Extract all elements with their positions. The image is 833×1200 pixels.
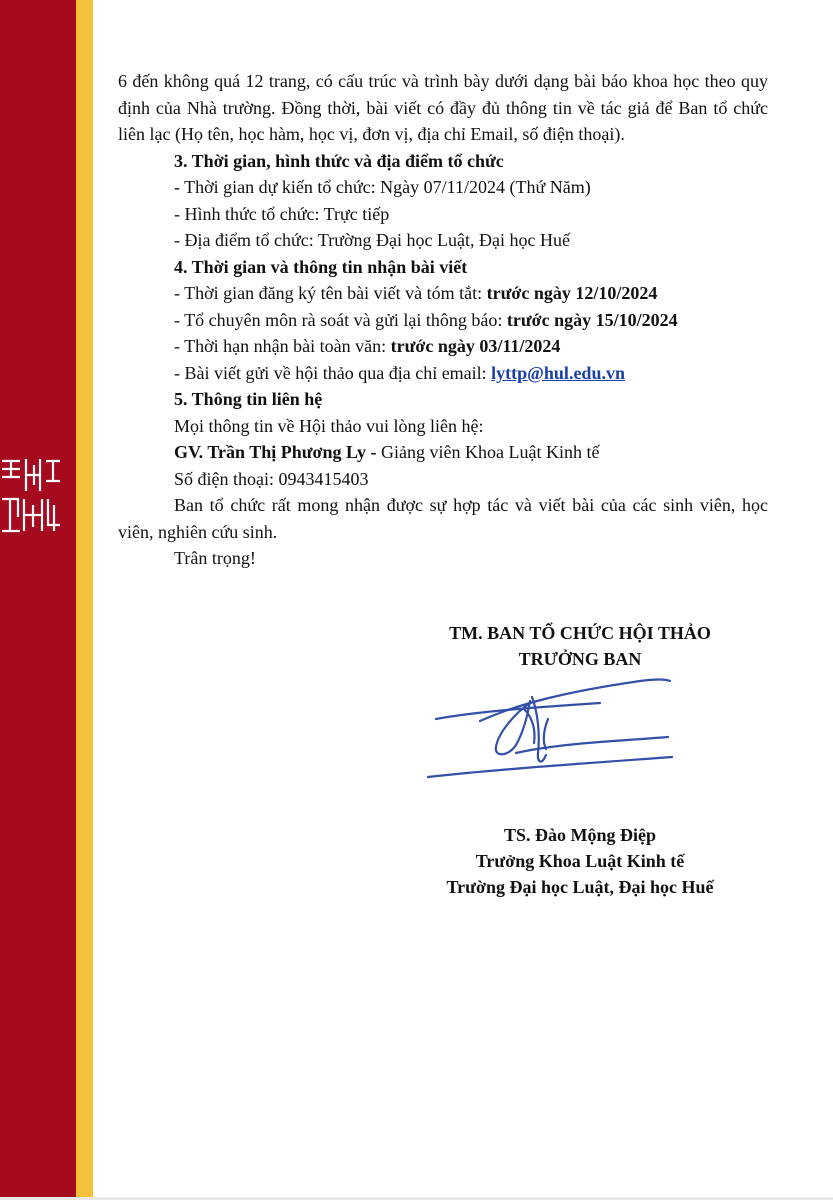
- section5-intro: Mọi thông tin về Hội thảo vui lòng liên hệ:: [174, 415, 484, 436]
- left-gold-band: [76, 0, 93, 1200]
- section4-register: [118, 280, 768, 307]
- ornament-icon: [0, 455, 60, 535]
- register-label: - Thời gian đăng ký tên bài viết và tóm tắt:: [174, 283, 487, 303]
- section4-deadline: [118, 333, 768, 360]
- section3-heading: 3. Thời gian, hình thức và địa điểm tổ chức: [174, 150, 504, 171]
- document-body: [118, 68, 768, 572]
- section4-review: [118, 307, 768, 334]
- handwritten-signature-icon: [420, 673, 680, 788]
- review-label: - Tổ chuyên môn rà soát và gửi lại thông báo:: [174, 309, 507, 330]
- signer-name: TS. Đào Mộng Điệp: [503, 825, 656, 845]
- register-value: trước ngày 12/10/2024: [486, 283, 658, 303]
- contact-role: Giảng viên Khoa Luật Kinh tế: [381, 442, 600, 462]
- section3-time: - Thời gian dự kiến tổ chức: Ngày 07/11/2024 (Thứ Năm): [174, 177, 591, 197]
- deadline-value: trước ngày 03/11/2024: [390, 336, 561, 356]
- signature-org: TM. BAN TỔ CHỨC HỘI THẢO: [449, 623, 711, 643]
- signature-title: TRƯỞNG BAN: [518, 649, 642, 669]
- section5-phone: Số điện thoại: 0943415403: [174, 468, 369, 489]
- section3-place: - Địa điểm tổ chức: Trường Đại học Luật, Đại học Huế: [174, 230, 570, 250]
- section4-heading: 4. Thời gian và thông tin nhận bài viết: [174, 256, 468, 277]
- review-value: trước ngày 15/10/2024: [506, 309, 678, 330]
- section5-contact: [118, 439, 768, 466]
- closing-paragraph: Ban tổ chức rất mong nhận được sự hợp tác và viết bài của các sinh viên, học viên, nghiên cứu sinh.: [118, 495, 768, 542]
- intro-paragraph: 6 đến không quá 12 trang, có cấu trúc và trình bày dưới dạng bài báo khoa học theo quy định của Nhà trường. Đồng thời, bài viết có đầy đủ thông tin về tác giả để Ban tổ chức liên lạc (Họ tên, học hàm, học vị, đơn vị, địa chỉ Email, số điện thoại).: [118, 71, 768, 144]
- regards: Trân trọng!: [174, 548, 256, 568]
- deadline-label: - Thời hạn nhận bài toàn văn:: [174, 336, 391, 356]
- email-link[interactable]: lyttp@hul.edu.vn: [491, 362, 625, 383]
- left-red-band: [0, 0, 76, 1200]
- section5-heading: 5. Thông tin liên hệ: [174, 389, 323, 409]
- email-label: - Bài viết gửi về hội thảo qua địa chỉ email:: [174, 362, 492, 383]
- contact-name: GV. Trần Thị Phương Ly -: [174, 442, 382, 462]
- section3-form: - Hình thức tổ chức: Trực tiếp: [174, 203, 390, 224]
- signer-school: Trường Đại học Luật, Đại học Huế: [446, 877, 714, 897]
- signer-position: Trưởng Khoa Luật Kinh tế: [475, 851, 685, 871]
- section4-email: [118, 360, 768, 387]
